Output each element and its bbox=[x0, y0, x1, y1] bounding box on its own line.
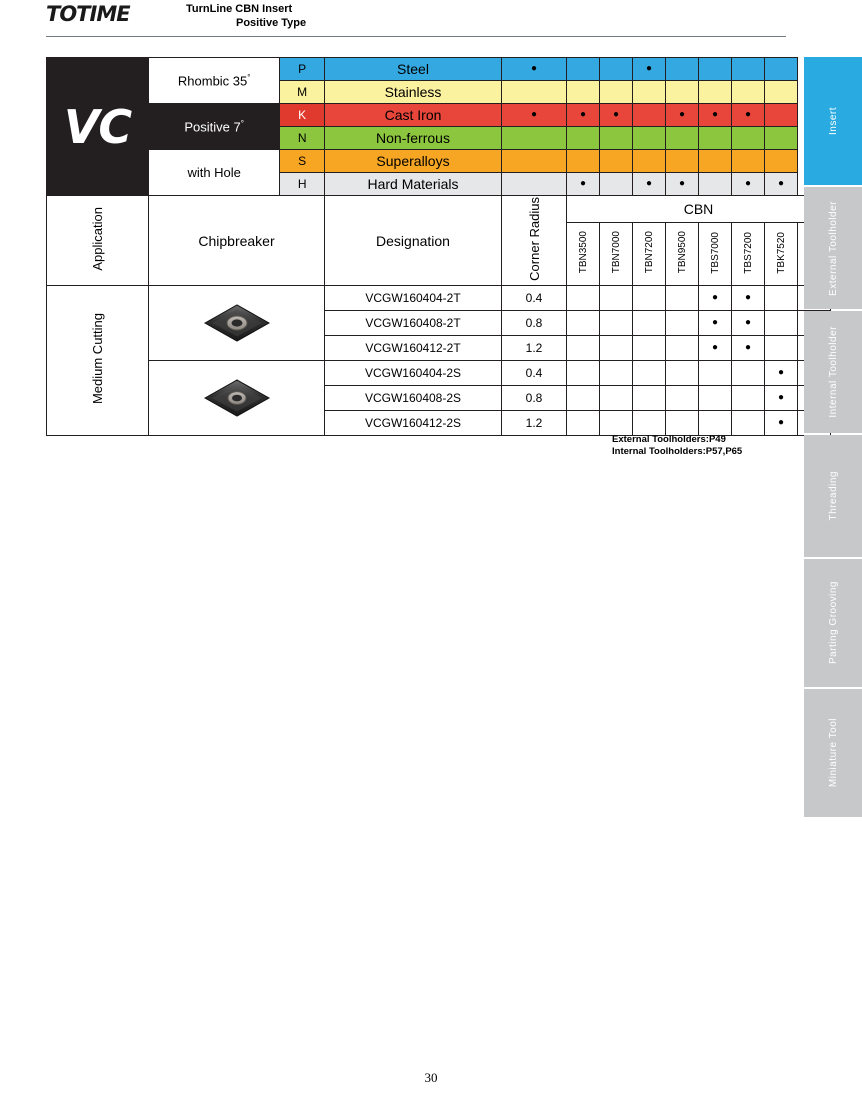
grade-mark-h-0 bbox=[502, 173, 567, 196]
grade-mark-k-4 bbox=[666, 104, 699, 127]
grade-mark-s-1 bbox=[567, 150, 600, 173]
grade-mark-n-5 bbox=[699, 127, 732, 150]
row1-mark-6 bbox=[765, 311, 798, 336]
row0-mark-0 bbox=[567, 286, 600, 311]
designation-value-1: VCGW160408-2T bbox=[325, 311, 502, 336]
grade-header-1 bbox=[600, 223, 633, 286]
designation-value-3: VCGW160404-2S bbox=[325, 361, 502, 386]
grade-mark-h-5 bbox=[699, 173, 732, 196]
grade-mark-s-3 bbox=[633, 150, 666, 173]
grade-mark-n-3 bbox=[633, 127, 666, 150]
grade-mark-n-1 bbox=[567, 127, 600, 150]
row1-mark-5 bbox=[732, 311, 765, 336]
radius-value-3: 0.4 bbox=[502, 361, 567, 386]
insert-shape-graphic-2s bbox=[191, 377, 283, 419]
insert-specification-table bbox=[46, 57, 831, 436]
grade-mark-n-2 bbox=[600, 127, 633, 150]
designation-value-0: VCGW160404-2T bbox=[325, 286, 502, 311]
external-toolholder-reference: External Toolholders:P49 bbox=[612, 434, 726, 445]
row4-mark-0 bbox=[567, 386, 600, 411]
row1-mark-2 bbox=[633, 311, 666, 336]
material-row-p bbox=[47, 58, 831, 81]
grade-mark-s-2 bbox=[600, 150, 633, 173]
grade-mark-h-7 bbox=[765, 173, 798, 196]
sidebar-item-internal-toolholder[interactable] bbox=[804, 311, 862, 433]
corner-radius-word-2: Radius bbox=[526, 197, 542, 238]
row2-mark-4 bbox=[699, 336, 732, 361]
insert-code: VC bbox=[63, 99, 132, 154]
grade-header-label-4: TBS7000 bbox=[709, 231, 721, 274]
material-name-k: Cast Iron bbox=[325, 104, 502, 127]
grade-mark-k-1 bbox=[567, 104, 600, 127]
sidebar-item-label-insert: Insert bbox=[827, 106, 839, 135]
radius-value-2: 1.2 bbox=[502, 336, 567, 361]
table-row bbox=[47, 361, 831, 386]
toolholder-references bbox=[612, 434, 742, 458]
degree-symbol-shape: ° bbox=[247, 72, 251, 82]
grade-mark-p-3 bbox=[633, 58, 666, 81]
header-title-line2: Positive Type bbox=[236, 17, 307, 29]
corner-radius-header bbox=[502, 196, 567, 286]
application-header bbox=[47, 196, 149, 286]
grade-header-5 bbox=[732, 223, 765, 286]
designation-value-4: VCGW160408-2S bbox=[325, 386, 502, 411]
grade-header-label-0: TBN3500 bbox=[577, 231, 589, 274]
row5-mark-3 bbox=[666, 411, 699, 436]
corner-radius-header-label bbox=[527, 197, 542, 281]
grade-mark-k-5 bbox=[699, 104, 732, 127]
grade-mark-n-7 bbox=[765, 127, 798, 150]
row1-mark-3 bbox=[666, 311, 699, 336]
insert-shape-svg-2s bbox=[191, 377, 283, 419]
grade-mark-m-1 bbox=[567, 81, 600, 104]
designation-value-2: VCGW160412-2T bbox=[325, 336, 502, 361]
row3-mark-5 bbox=[732, 361, 765, 386]
row2-mark-5 bbox=[732, 336, 765, 361]
table-header-row-1 bbox=[47, 196, 831, 223]
grade-header-label-6: TBK7520 bbox=[775, 231, 787, 274]
row2-mark-3 bbox=[666, 336, 699, 361]
row5-mark-2 bbox=[633, 411, 666, 436]
row0-mark-4 bbox=[699, 286, 732, 311]
insert-shape-label bbox=[149, 58, 280, 104]
sidebar-item-label-threading: Threading bbox=[827, 471, 839, 521]
radius-value-0: 0.4 bbox=[502, 286, 567, 311]
internal-toolholder-reference: Internal Toolholders:P57,P65 bbox=[612, 446, 743, 457]
grade-mark-s-5 bbox=[699, 150, 732, 173]
radius-value-5: 1.2 bbox=[502, 411, 567, 436]
grade-mark-m-6 bbox=[732, 81, 765, 104]
row4-mark-3 bbox=[666, 386, 699, 411]
table-row bbox=[47, 286, 831, 311]
row3-mark-3 bbox=[666, 361, 699, 386]
grade-header-label-3: TBN9500 bbox=[676, 231, 688, 274]
sidebar-item-external-toolholder[interactable] bbox=[804, 187, 862, 309]
designation-header: Designation bbox=[325, 196, 502, 286]
row0-mark-2 bbox=[633, 286, 666, 311]
insert-illustration-2s bbox=[149, 361, 325, 436]
grade-mark-h-6 bbox=[732, 173, 765, 196]
sidebar-item-insert[interactable] bbox=[804, 57, 862, 185]
row0-mark-1 bbox=[600, 286, 633, 311]
row4-mark-5 bbox=[732, 386, 765, 411]
grade-header-2 bbox=[633, 223, 666, 286]
insert-illustration-2t bbox=[149, 286, 325, 361]
material-letter-h: H bbox=[280, 173, 325, 196]
grade-mark-m-4 bbox=[666, 81, 699, 104]
grade-mark-p-6 bbox=[732, 58, 765, 81]
grade-mark-h-2 bbox=[600, 173, 633, 196]
row0-mark-3 bbox=[666, 286, 699, 311]
grade-mark-n-6 bbox=[732, 127, 765, 150]
material-row-s bbox=[47, 150, 831, 173]
row2-mark-1 bbox=[600, 336, 633, 361]
application-medium-cutting bbox=[47, 286, 149, 436]
grade-mark-p-1 bbox=[567, 58, 600, 81]
grade-mark-k-3 bbox=[633, 104, 666, 127]
row0-mark-5 bbox=[732, 286, 765, 311]
insert-shape-graphic-2t bbox=[191, 302, 283, 344]
grade-header-4 bbox=[699, 223, 732, 286]
grade-mark-m-3 bbox=[633, 81, 666, 104]
grade-header-label-5: TBS7200 bbox=[742, 231, 754, 274]
sidebar-item-parting-grooving[interactable] bbox=[804, 559, 862, 687]
material-name-p: Steel bbox=[325, 58, 502, 81]
row2-mark-6 bbox=[765, 336, 798, 361]
sidebar-item-label-internal-toolholder: Internal Toolholder bbox=[827, 326, 839, 418]
header-divider bbox=[46, 36, 786, 37]
material-letter-p: P bbox=[280, 58, 325, 81]
grade-mark-n-0 bbox=[502, 127, 567, 150]
grade-mark-h-3 bbox=[633, 173, 666, 196]
designation-value-5: VCGW160412-2S bbox=[325, 411, 502, 436]
chipbreaker-header: Chipbreaker bbox=[149, 196, 325, 286]
grade-header-3 bbox=[666, 223, 699, 286]
cbn-group-header: CBN bbox=[567, 196, 831, 223]
row3-mark-1 bbox=[600, 361, 633, 386]
row5-mark-4 bbox=[699, 411, 732, 436]
row0-mark-6 bbox=[765, 286, 798, 311]
page-number: 30 bbox=[424, 1070, 438, 1085]
insert-hole-label: with Hole bbox=[149, 150, 280, 196]
material-letter-m: M bbox=[280, 81, 325, 104]
row4-mark-2 bbox=[633, 386, 666, 411]
material-row-k bbox=[47, 104, 831, 127]
row3-mark-0 bbox=[567, 361, 600, 386]
grade-header-label-2: TBN7200 bbox=[643, 231, 655, 274]
material-letter-s: S bbox=[280, 150, 325, 173]
material-letter-k: K bbox=[280, 104, 325, 127]
sidebar-item-label-miniature-tool: Miniature Tool bbox=[827, 718, 839, 788]
row3-mark-6 bbox=[765, 361, 798, 386]
grade-mark-p-2 bbox=[600, 58, 633, 81]
grade-mark-s-0 bbox=[502, 150, 567, 173]
row5-mark-6 bbox=[765, 411, 798, 436]
material-letter-n: N bbox=[280, 127, 325, 150]
radius-value-4: 0.8 bbox=[502, 386, 567, 411]
row4-mark-4 bbox=[699, 386, 732, 411]
grade-mark-s-4 bbox=[666, 150, 699, 173]
row2-mark-0 bbox=[567, 336, 600, 361]
grade-mark-k-6 bbox=[732, 104, 765, 127]
section-tabs bbox=[804, 57, 862, 819]
grade-mark-s-6 bbox=[732, 150, 765, 173]
row2-mark-2 bbox=[633, 336, 666, 361]
grade-header-0 bbox=[567, 223, 600, 286]
grade-mark-m-7 bbox=[765, 81, 798, 104]
grade-mark-k-7 bbox=[765, 104, 798, 127]
radius-value-1: 0.8 bbox=[502, 311, 567, 336]
sidebar-item-threading[interactable] bbox=[804, 435, 862, 557]
row1-mark-4 bbox=[699, 311, 732, 336]
row5-mark-0 bbox=[567, 411, 600, 436]
insert-rake-label bbox=[149, 104, 280, 150]
grade-mark-h-4 bbox=[666, 173, 699, 196]
row4-mark-6 bbox=[765, 386, 798, 411]
grade-mark-p-4 bbox=[666, 58, 699, 81]
grade-mark-p-0 bbox=[502, 58, 567, 81]
grade-mark-m-0 bbox=[502, 81, 567, 104]
row3-mark-4 bbox=[699, 361, 732, 386]
grade-header-label-1: TBN7000 bbox=[610, 231, 622, 274]
grade-header-6 bbox=[765, 223, 798, 286]
insert-shape-svg-2t bbox=[191, 302, 283, 344]
degree-symbol-rake: ° bbox=[240, 118, 244, 128]
row3-mark-2 bbox=[633, 361, 666, 386]
grade-mark-p-5 bbox=[699, 58, 732, 81]
row1-mark-1 bbox=[600, 311, 633, 336]
grade-mark-k-2 bbox=[600, 104, 633, 127]
sidebar-item-miniature-tool[interactable] bbox=[804, 689, 862, 817]
sidebar-item-label-external-toolholder: External Toolholder bbox=[827, 200, 839, 296]
insert-rake-text: Positive 7 bbox=[184, 119, 241, 135]
grade-mark-n-4 bbox=[666, 127, 699, 150]
application-medium-cutting-label: Medium Cutting bbox=[90, 313, 105, 405]
brand-logo: TOTIME bbox=[46, 2, 130, 26]
material-name-h: Hard Materials bbox=[325, 173, 502, 196]
material-name-s: Superalloys bbox=[325, 150, 502, 173]
insert-shape-text: Rhombic 35 bbox=[177, 73, 248, 89]
insert-identity-cell bbox=[47, 58, 149, 196]
header-title-line1: TurnLine CBN Insert bbox=[186, 3, 293, 15]
row1-mark-0 bbox=[567, 311, 600, 336]
application-header-label: Application bbox=[90, 207, 105, 271]
sidebar-item-label-parting-grooving: Parting Grooving bbox=[827, 581, 839, 665]
header-titles bbox=[186, 2, 306, 30]
row5-mark-5 bbox=[732, 411, 765, 436]
page-header bbox=[46, 2, 786, 40]
material-name-m: Stainless bbox=[325, 81, 502, 104]
row5-mark-1 bbox=[600, 411, 633, 436]
grade-mark-k-0 bbox=[502, 104, 567, 127]
material-name-n: Non-ferrous bbox=[325, 127, 502, 150]
grade-mark-h-1 bbox=[567, 173, 600, 196]
grade-mark-p-7 bbox=[765, 58, 798, 81]
grade-mark-m-2 bbox=[600, 81, 633, 104]
row4-mark-1 bbox=[600, 386, 633, 411]
grade-mark-s-7 bbox=[765, 150, 798, 173]
corner-radius-word-1: Corner bbox=[526, 241, 542, 281]
grade-mark-m-5 bbox=[699, 81, 732, 104]
